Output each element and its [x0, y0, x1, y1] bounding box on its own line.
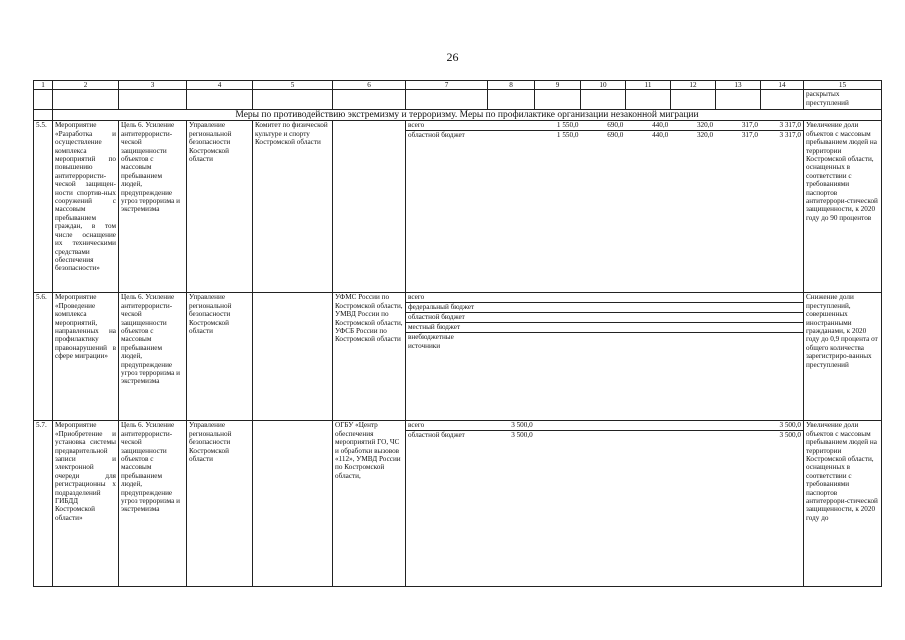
co-executor — [253, 293, 333, 421]
row-number: 5.5. — [34, 121, 53, 293]
amount-cell — [535, 431, 581, 441]
row-number: 5.6. — [34, 293, 53, 421]
col-num: 1 — [34, 81, 53, 90]
amount-cell: 690,0 — [580, 121, 625, 131]
col-num: 12 — [671, 81, 716, 90]
participant — [333, 121, 406, 293]
amount-cell: 440,0 — [652, 131, 669, 140]
amount-cell — [625, 431, 670, 441]
total-cell: 3 500,0 — [779, 431, 801, 440]
funding-source: местный бюджет — [406, 323, 488, 333]
funding-row — [406, 421, 803, 431]
col-num: 2 — [53, 81, 119, 90]
goal-text: Цель 6. Усиление антитеррористи-ческой защищенности объектов с массовым пребыванием людей, предупреждение угроз терроризма и экстремизма — [119, 121, 187, 293]
amount-cell — [535, 421, 581, 431]
funding-source: всего — [406, 421, 488, 431]
co-executor: Комитет по физической культуре и спорту Костромской области — [253, 121, 333, 293]
column-numbers-row — [34, 81, 882, 90]
amount-cell: 320,0 — [696, 131, 714, 140]
expected-result: Снижение доли преступлений, совершенных иностранными гражданами, к 2020 году до 0,9 процента от общего количества зарегистриро-ванных преступлений — [804, 293, 882, 421]
amount-cell: 690,0 — [607, 131, 624, 140]
total-cell: 3 317,0 — [760, 121, 803, 131]
table-row — [34, 121, 882, 293]
amount-cell: 3 500,0 — [511, 431, 533, 440]
col-num: 5 — [253, 81, 333, 90]
funding-row — [406, 333, 803, 350]
funding-row — [406, 293, 803, 303]
measure-name: Мероприятие «Проведение комплекса мероприятий, направленных на профилактику правонарушений в сфере миграции» — [53, 293, 119, 421]
funding-block — [406, 293, 804, 421]
amount-cell: 317,0 — [741, 131, 758, 140]
amount-cell: 320,0 — [670, 121, 715, 131]
col-num: 15 — [804, 81, 882, 90]
col-num: 8 — [488, 81, 535, 90]
responsible-executor: Управление региональной безопасности Костромской области — [187, 293, 253, 421]
col-num: 13 — [716, 81, 761, 90]
carry-text: раскрытых преступлений — [804, 90, 882, 110]
goal-text: Цель 6. Усиление антитеррористи-ческой защищенности объектов с массовым пребыванием людей, предупреждение угроз терроризма и экстремизма — [119, 293, 187, 421]
amount-cell — [670, 421, 715, 431]
total-cell: 3 317,0 — [779, 131, 801, 140]
page-number: 26 — [446, 50, 459, 64]
program-table — [33, 80, 882, 587]
funding-source: областной бюджет — [408, 431, 465, 440]
funding-source: всего — [406, 121, 488, 131]
amount-cell — [581, 421, 626, 431]
funding-row — [406, 313, 803, 323]
funding-source: областной бюджет — [406, 313, 488, 323]
expected-result: Увеличение доли объектов с массовым пребыванием людей на территории Костромской области, оснащенных в соответствии с требованиями паспортов антитеррори-стической защищенности, к 2020 году до 90 процентов — [804, 121, 882, 293]
col-num: 9 — [535, 81, 581, 90]
amount-cell: 1 550,0 — [556, 131, 579, 140]
table-row — [34, 293, 882, 421]
col-num: 11 — [626, 81, 671, 90]
table-row — [34, 421, 882, 587]
funding-row — [406, 303, 803, 313]
amount-cell: 440,0 — [625, 121, 670, 131]
total-cell: 3 500,0 — [760, 421, 803, 431]
col-num: 14 — [761, 81, 804, 90]
expected-result: Увеличение доли объектов с массовым пребыванием людей на территории Костромской области, оснащенных в соответствии с требованиями паспортов антитеррори-стической защищенности, к 2020 году до — [804, 421, 882, 587]
col-num: 4 — [187, 81, 253, 90]
amount-cell — [625, 421, 670, 431]
funding-row — [406, 431, 803, 441]
funding-row — [406, 121, 803, 131]
section-header-row — [34, 110, 882, 121]
measure-name: Мероприятие «Приобретение и установка системы предварительной записи и электронной очереди для регистрационны х подразделений ГИБДД Костромской области» — [53, 421, 119, 587]
funding-source: федеральный бюджет — [406, 303, 488, 313]
participant: ОГБУ «Центр обеспечения мероприятий ГО, ЧС и обработки вызовов «112», УМВД России по Костромской области, — [333, 421, 406, 587]
funding-source: областной бюджет — [408, 131, 465, 140]
amount-cell — [488, 131, 535, 141]
measure-name: Мероприятие «Разработка и осуществление комплекса мероприятий по повышению антитеррористи-ческой защищен-ности спортив-ных сооружений с массовым пребыванием граждан, в том числе оснащение их техническими средствами обеспечения безопасности» — [53, 121, 119, 293]
responsible-executor: Управление региональной безопасности Костромской области — [187, 121, 253, 293]
funding-block — [406, 121, 804, 293]
goal-text: Цель 6. Усиление антитеррористи-ческой защищенности объектов с массовым пребыванием людей, предупреждение угроз терроризма и экстремизма — [119, 421, 187, 587]
amount-cell — [715, 431, 760, 441]
funding-block — [406, 421, 804, 587]
funding-source: всего — [406, 293, 488, 303]
funding-row — [406, 131, 803, 141]
funding-source: внебюджетные источники — [408, 333, 454, 350]
col-num: 6 — [333, 81, 406, 90]
funding-row — [406, 323, 803, 333]
col-num: 3 — [119, 81, 187, 90]
amount-cell — [581, 431, 626, 441]
amount-cell — [488, 121, 535, 131]
row-number: 5.7. — [34, 421, 53, 587]
carry-over-row — [34, 90, 882, 110]
amount-cell: 3 500,0 — [488, 421, 535, 431]
section-title: Меры по противодействию экстремизму и терроризму. Меры по профилактике организации незаконной миграции — [53, 110, 882, 121]
participant: УФМС России по Костромской области, УМВД России по Костромской области, УФСБ России по Костромской области — [333, 293, 406, 421]
amount-cell: 317,0 — [715, 121, 760, 131]
responsible-executor: Управление региональной безопасности Костромской области — [187, 421, 253, 587]
col-num: 7 — [406, 81, 488, 90]
amount-cell — [670, 431, 715, 441]
col-num: 10 — [581, 81, 626, 90]
amount-cell: 1 550,0 — [535, 121, 581, 131]
amount-cell — [715, 421, 760, 431]
co-executor — [253, 421, 333, 587]
